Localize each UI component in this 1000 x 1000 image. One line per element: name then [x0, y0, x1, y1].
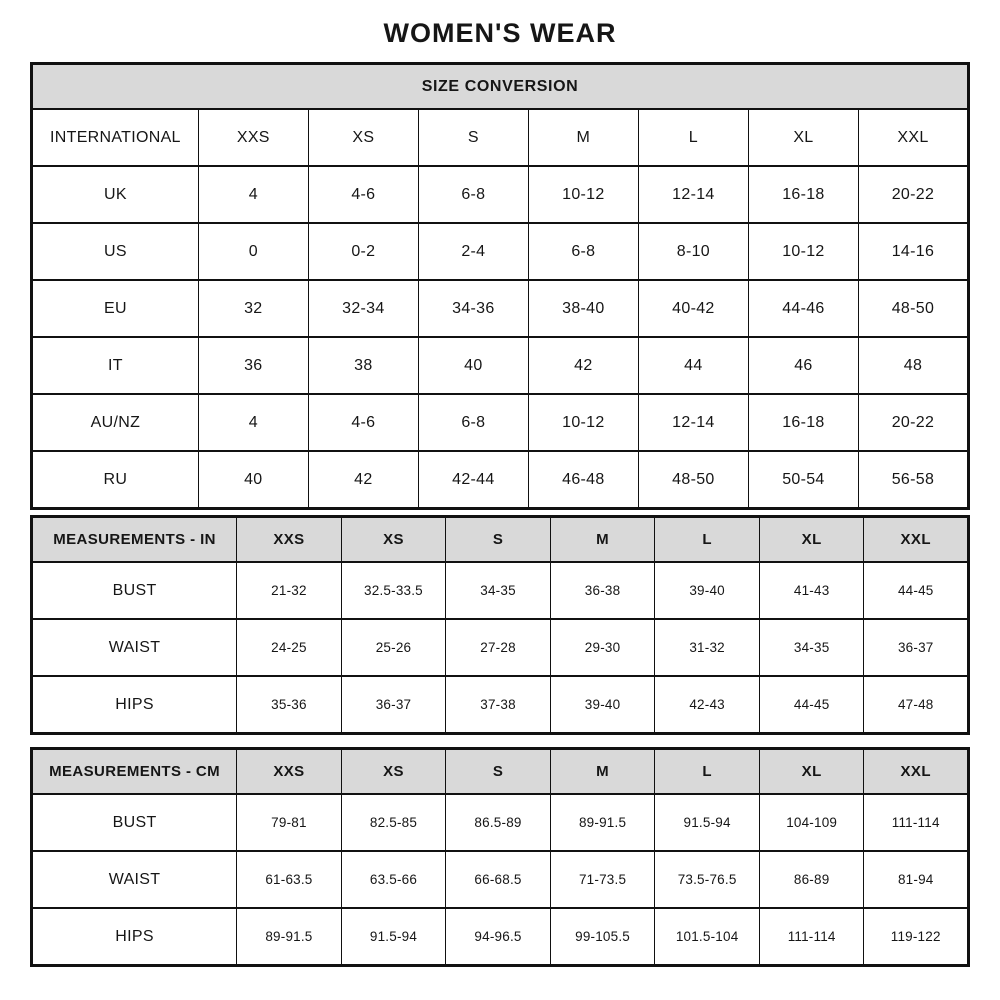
table-row — [32, 562, 969, 619]
size-value-cell: 86-89 — [759, 851, 864, 908]
table-row — [32, 908, 969, 966]
size-conversion-table — [30, 62, 970, 510]
column-header: XXL — [864, 749, 969, 795]
size-value-cell: 47-48 — [864, 676, 969, 734]
column-header: XXS — [237, 749, 342, 795]
size-value-cell: 104-109 — [759, 794, 864, 851]
size-value-cell: 41-43 — [759, 562, 864, 619]
size-value-cell: 48-50 — [858, 280, 968, 337]
size-value-cell: 21-32 — [237, 562, 342, 619]
size-value-cell: 32.5-33.5 — [341, 562, 446, 619]
size-value-cell: 4 — [198, 394, 308, 451]
size-value-cell: 42 — [528, 337, 638, 394]
header-label: MEASUREMENTS - CM — [32, 749, 237, 795]
size-value-cell: 25-26 — [341, 619, 446, 676]
size-value-cell: 38 — [308, 337, 418, 394]
size-value-cell: 37-38 — [446, 676, 551, 734]
table-title-row — [32, 64, 969, 110]
table-row — [32, 394, 969, 451]
row-label: RU — [32, 451, 199, 509]
size-value-cell: 4-6 — [308, 166, 418, 223]
size-value-cell: 29-30 — [550, 619, 655, 676]
size-value-cell: 89-91.5 — [237, 908, 342, 966]
size-value-cell: 16-18 — [748, 166, 858, 223]
size-value-cell: 50-54 — [748, 451, 858, 509]
size-value-cell: 36 — [198, 337, 308, 394]
header-row — [32, 749, 969, 795]
size-value-cell: 24-25 — [237, 619, 342, 676]
size-value-cell: 8-10 — [638, 223, 748, 280]
size-value-cell: 63.5-66 — [341, 851, 446, 908]
row-label: AU/NZ — [32, 394, 199, 451]
size-value-cell: 101.5-104 — [655, 908, 760, 966]
size-value-cell: 40 — [198, 451, 308, 509]
size-value-cell: 99-105.5 — [550, 908, 655, 966]
size-value-cell: 40-42 — [638, 280, 748, 337]
size-value-cell: 86.5-89 — [446, 794, 551, 851]
size-value-cell: 36-37 — [864, 619, 969, 676]
row-label: BUST — [32, 794, 237, 851]
column-header: L — [638, 109, 748, 166]
size-value-cell: 44-45 — [759, 676, 864, 734]
size-value-cell: 66-68.5 — [446, 851, 551, 908]
size-value-cell: 10-12 — [748, 223, 858, 280]
size-value-cell: 73.5-76.5 — [655, 851, 760, 908]
column-header: S — [446, 517, 551, 563]
size-value-cell: 36-38 — [550, 562, 655, 619]
table-row — [32, 676, 969, 734]
column-header: XL — [748, 109, 858, 166]
size-value-cell: 48 — [858, 337, 968, 394]
table-row — [32, 280, 969, 337]
size-value-cell: 111-114 — [759, 908, 864, 966]
size-value-cell: 71-73.5 — [550, 851, 655, 908]
column-header: XS — [308, 109, 418, 166]
row-label: EU — [32, 280, 199, 337]
measurements-cm-table — [30, 747, 970, 967]
size-value-cell: 6-8 — [418, 394, 528, 451]
column-header: L — [655, 517, 760, 563]
row-label: US — [32, 223, 199, 280]
size-value-cell: 4-6 — [308, 394, 418, 451]
size-value-cell: 34-35 — [759, 619, 864, 676]
size-value-cell: 79-81 — [237, 794, 342, 851]
column-header: M — [528, 109, 638, 166]
size-value-cell: 6-8 — [528, 223, 638, 280]
column-header: XXL — [864, 517, 969, 563]
page-title: WOMEN'S WEAR — [383, 18, 617, 48]
column-header: XXS — [198, 109, 308, 166]
size-value-cell: 27-28 — [446, 619, 551, 676]
table-row — [32, 223, 969, 280]
header-label: INTERNATIONAL — [32, 109, 199, 166]
size-value-cell: 38-40 — [528, 280, 638, 337]
size-value-cell: 82.5-85 — [341, 794, 446, 851]
size-value-cell: 40 — [418, 337, 528, 394]
size-value-cell: 6-8 — [418, 166, 528, 223]
size-value-cell: 44-45 — [864, 562, 969, 619]
size-value-cell: 32-34 — [308, 280, 418, 337]
size-value-cell: 46 — [748, 337, 858, 394]
table-row — [32, 337, 969, 394]
size-value-cell: 12-14 — [638, 166, 748, 223]
size-value-cell: 32 — [198, 280, 308, 337]
size-value-cell: 12-14 — [638, 394, 748, 451]
column-header: XL — [759, 749, 864, 795]
table-row — [32, 619, 969, 676]
size-value-cell: 4 — [198, 166, 308, 223]
row-label: UK — [32, 166, 199, 223]
size-value-cell: 14-16 — [858, 223, 968, 280]
size-value-cell: 42-44 — [418, 451, 528, 509]
size-value-cell: 31-32 — [655, 619, 760, 676]
size-value-cell: 61-63.5 — [237, 851, 342, 908]
table-row — [32, 451, 969, 509]
size-value-cell: 44 — [638, 337, 748, 394]
column-header: M — [550, 749, 655, 795]
size-value-cell: 20-22 — [858, 166, 968, 223]
column-header: S — [418, 109, 528, 166]
column-header: L — [655, 749, 760, 795]
row-label: HIPS — [32, 908, 237, 966]
column-header: S — [446, 749, 551, 795]
table-row — [32, 166, 969, 223]
column-header: XXL — [858, 109, 968, 166]
size-value-cell: 56-58 — [858, 451, 968, 509]
size-value-cell: 111-114 — [864, 794, 969, 851]
column-header: XXS — [237, 517, 342, 563]
size-value-cell: 2-4 — [418, 223, 528, 280]
size-value-cell: 16-18 — [748, 394, 858, 451]
size-value-cell: 39-40 — [550, 676, 655, 734]
table-row — [32, 851, 969, 908]
size-value-cell: 10-12 — [528, 166, 638, 223]
size-value-cell: 39-40 — [655, 562, 760, 619]
table-row — [32, 794, 969, 851]
size-value-cell: 42-43 — [655, 676, 760, 734]
size-value-cell: 91.5-94 — [341, 908, 446, 966]
row-label: WAIST — [32, 619, 237, 676]
size-value-cell: 0-2 — [308, 223, 418, 280]
size-value-cell: 34-35 — [446, 562, 551, 619]
column-header: XL — [759, 517, 864, 563]
size-value-cell: 81-94 — [864, 851, 969, 908]
size-value-cell: 20-22 — [858, 394, 968, 451]
header-label: MEASUREMENTS - IN — [32, 517, 237, 563]
row-label: IT — [32, 337, 199, 394]
header-row — [32, 517, 969, 563]
row-label: BUST — [32, 562, 237, 619]
size-value-cell: 91.5-94 — [655, 794, 760, 851]
size-value-cell: 35-36 — [237, 676, 342, 734]
column-header: M — [550, 517, 655, 563]
column-header: XS — [341, 749, 446, 795]
table-gap — [30, 735, 970, 747]
header-row — [32, 109, 969, 166]
size-value-cell: 119-122 — [864, 908, 969, 966]
measurements-in-table — [30, 515, 970, 735]
row-label: HIPS — [32, 676, 237, 734]
size-value-cell: 0 — [198, 223, 308, 280]
size-value-cell: 44-46 — [748, 280, 858, 337]
table-title: SIZE CONVERSION — [32, 64, 969, 110]
size-value-cell: 34-36 — [418, 280, 528, 337]
size-value-cell: 46-48 — [528, 451, 638, 509]
column-header: XS — [341, 517, 446, 563]
size-value-cell: 89-91.5 — [550, 794, 655, 851]
size-value-cell: 42 — [308, 451, 418, 509]
row-label: WAIST — [32, 851, 237, 908]
size-value-cell: 10-12 — [528, 394, 638, 451]
size-value-cell: 94-96.5 — [446, 908, 551, 966]
size-value-cell: 36-37 — [341, 676, 446, 734]
size-value-cell: 48-50 — [638, 451, 748, 509]
